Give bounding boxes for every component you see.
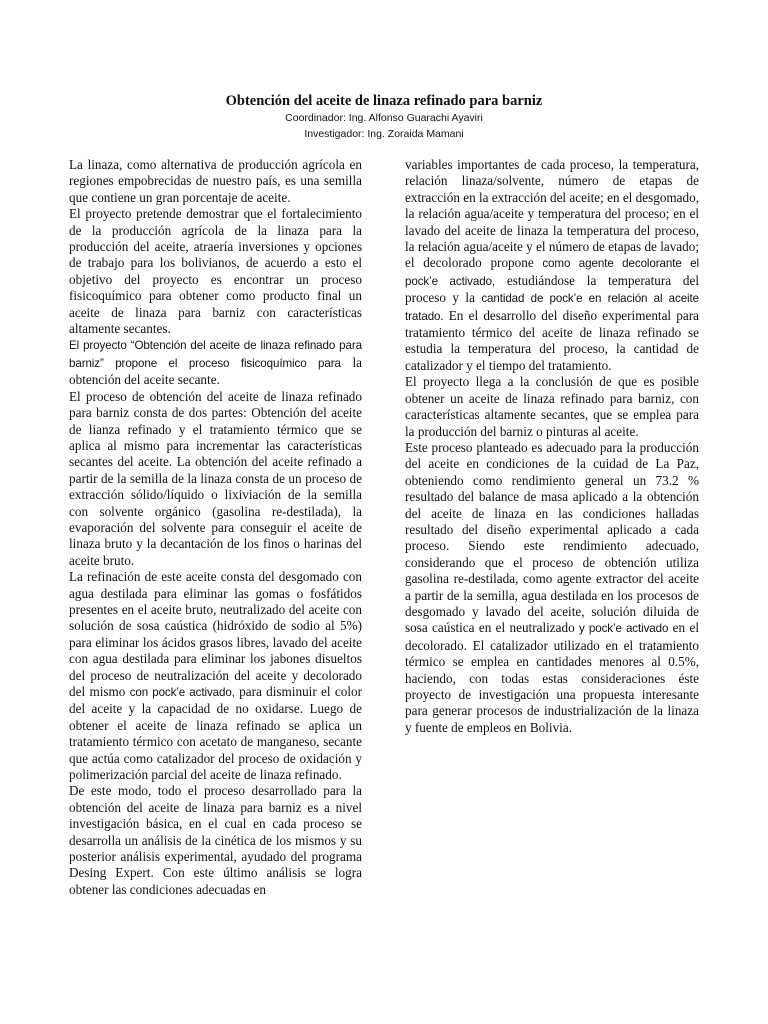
paragraph-variables-alt-span-2: cantidad de pock’e en relación al aceite tratado. bbox=[405, 292, 700, 323]
paragraph-variables bbox=[405, 157, 699, 374]
paragraph-yield-alt-span: y pock’e activado bbox=[579, 622, 669, 636]
paragraph-variables-part-a: variables importantes de cada proceso, la temperatura, relación linaza/solvente, número de etapas de extracción en la extracción del aceite; en el desgomado, la relación agua/aceite y temperatura del proceso; en el lavado del aceite de linaza la temperatura del proceso, la relación agua/aceite y el número de etapas de lavado; el decolorado propone bbox=[405, 157, 700, 271]
paragraph-objective: El proyecto pretende demostrar que el fortalecimiento de la producción agrícola de la linaza para la producción del aceite, atraería inversiones y opciones de trabajo para los bolivianos, de acuerdo a esto el objetivo del proyecto es encontrar un proceso fisicoquímico para obtener como producto final un aceite de linaza para barniz con características altamente secantes. bbox=[69, 206, 362, 337]
paragraph-yield-part-b: en el decolorado. El catalizador utilizado en el tratamiento térmico se emplea en cantidades menores al 0.5%, haciendo, con todas estas consideraciones éste proyecto de investigación una propuesta interesante para generar procesos de industrialización de la linaza y fuente de empleos en Bolivia. bbox=[405, 620, 699, 735]
paragraph-methodology: De este modo, todo el proceso desarrollado para la obtención del aceite de linaza para barniz es a nivel investigación básica, en el cual en cada proceso se desarrolla un análisis de la cinética de los mismos y su posterior análisis experimental, ayudado del programa Desing Expert. Con este último análisis se logra obtener las condiciones adecuadas en bbox=[69, 783, 362, 897]
paragraph-variables-part-b: estudiándose la temperatura del proceso y la bbox=[405, 272, 700, 306]
paragraph-process: El proceso de obtención del aceite de linaza refinado para barniz consta de dos partes: Obtención del aceite de lianza refinado y el tratamiento térmico que se aplica al mismo para incrementar las características secantes del aceite. La obtención del aceite refinado a partir de la semilla de la linaza consta de un proceso de extracción sólido/líquido o lixiviación de la semilla con solvente orgánico (gasolina re-destilada), la evaporación del solvente para conseguir el aceite de linaza bruto y la decantación de los finos o harinas del aceite bruto. bbox=[69, 388, 362, 568]
paragraph-refining bbox=[69, 569, 362, 783]
paragraph-variables-part-c: En el desarrollo del diseño experimental para tratamiento térmico del aceite de linaza refinado se estudia la temperatura del proceso, la cantidad de catalizador y el tiempo del tratamiento. bbox=[405, 307, 699, 373]
paragraph-conclusion: El proyecto llega a la conclusión de que es posible obtener un aceite de linaza refinado para barniz, con características altamente secantes, que se emplea para la producción del barniz o pinturas al aceite. bbox=[405, 374, 699, 439]
paragraph-project-alt-span: El proyecto “Obtención del aceite de linaza refinado para barniz” propone el proceso fisicoquímico para bbox=[69, 339, 362, 370]
investigator-line: Investigador: Ing. Zoraida Mamani bbox=[304, 128, 464, 140]
right-column bbox=[405, 157, 699, 736]
paragraph-project bbox=[69, 337, 362, 388]
paragraph-intro: La linaza, como alternativa de producción agrícola en regiones empobrecidas de nuestro país, es una semilla que contiene un gran porcentaje de aceite. bbox=[69, 157, 362, 205]
paragraph-yield-part-a: Este proceso planteado es adecuado para la producción del aceite en condiciones de la cuidad de La Paz, obteniendo como rendimiento general un 73.2 % resultado del balance de masa aplicado a la obtención del aceite de linaza en las condiciones halladas resultado del diseño experimental aplicado a cada proceso. Siendo este rendimiento adecuado, considerando que el proceso de obtención utiliza gasolina re-destilada, como agente extractor del aceite a partir de la semilla, agua destilada en los procesos de desgomado y lavado del aceite, solución diluida de sosa caústica en el neutralizado bbox=[405, 439, 699, 636]
left-column bbox=[69, 157, 362, 898]
article-title: Obtención del aceite de linaza refinado para barniz bbox=[225, 93, 543, 109]
paragraph-refining-part-a: La refinación de este aceite consta del desgomado con agua destilada para eliminar las gomas o fosfátidos presentes en el aceite bruto, neutralizado del aceite con solución de sosa caústica (hidróxido de sodio al 5%) para eliminar los ácidos grasos libres, lavado del aceite con agua destilada para eliminar los jabones disueltos del proceso de neutralización del aceite y decolorado del mismo bbox=[69, 569, 362, 699]
paragraph-refining-part-b: para disminuir el color del aceite y la capacidad de no oxidarse. Luego de obtener el aceite de linaza refinado se aplica un tratamiento térmico con acetato de manganeso, secante que actúa como catalizador del proceso de oxidación y polimerización parcial del aceite de linaza refinado. bbox=[69, 684, 362, 783]
paragraph-yield bbox=[405, 440, 699, 736]
paragraph-refining-alt-span: con pock’e activado, bbox=[129, 686, 235, 699]
paragraph-project-rest: la obtención del aceite secante. bbox=[69, 354, 362, 388]
paragraph-variables-alt-span-1: como agente decolorante el pock’e activado, bbox=[405, 257, 699, 288]
coordinator-line: Coordinador: Ing. Alfonso Guarachi Ayaviri bbox=[285, 112, 483, 124]
